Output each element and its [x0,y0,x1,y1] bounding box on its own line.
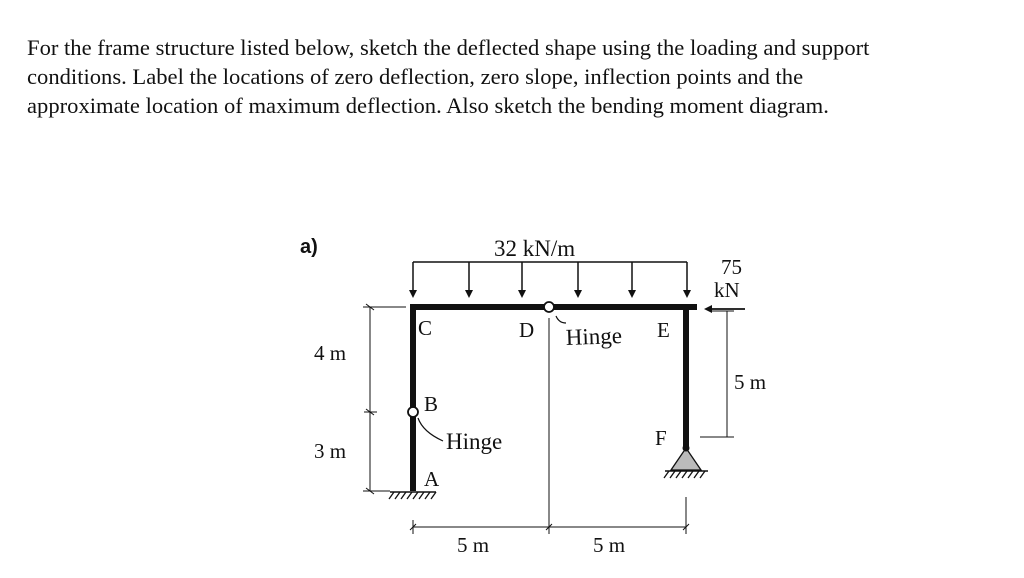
hinge-label-top: Hinge [565,323,623,350]
distributed-load [413,262,687,296]
bottom-dimension-line [410,318,689,534]
dim-right: 5 m [734,370,767,394]
node-label-e: E [657,318,670,342]
dim-bottom-right: 5 m [593,533,626,557]
node-label-c: C [418,316,433,340]
question-line-3: approximate location of maximum deflection. Also sketch the bending moment diagram. [27,93,829,118]
dim-left-upper: 4 m [314,341,347,365]
left-dimension-line [363,304,406,494]
hinge-b-leader [418,418,443,441]
frame-members [410,305,697,491]
load-intensity-label: 32 kN/m [494,236,576,261]
point-load-value: 75 [721,255,742,279]
question-line-1: For the frame structure listed below, sketch the deflected shape using the loading and support [27,35,870,60]
point-load-unit: kN [714,278,740,302]
node-label-d: D [519,318,535,342]
hinge-d [544,302,554,312]
part-label: a) [300,236,318,258]
hinge-label-left: Hinge [446,429,503,454]
hinge-d-leader [556,316,566,323]
fixed-support-a [389,492,436,499]
pin-support-f [664,445,708,479]
node-label-f: F [655,426,667,450]
question-line-2: conditions. Label the locations of zero deflection, zero slope, inflection points and the [27,64,804,89]
node-label-a: A [424,467,440,491]
dim-bottom-left: 5 m [457,533,490,557]
hinge-b [408,407,418,417]
node-label-b: B [424,392,439,416]
right-dimension-line [700,311,734,437]
dim-left-lower: 3 m [314,439,347,463]
